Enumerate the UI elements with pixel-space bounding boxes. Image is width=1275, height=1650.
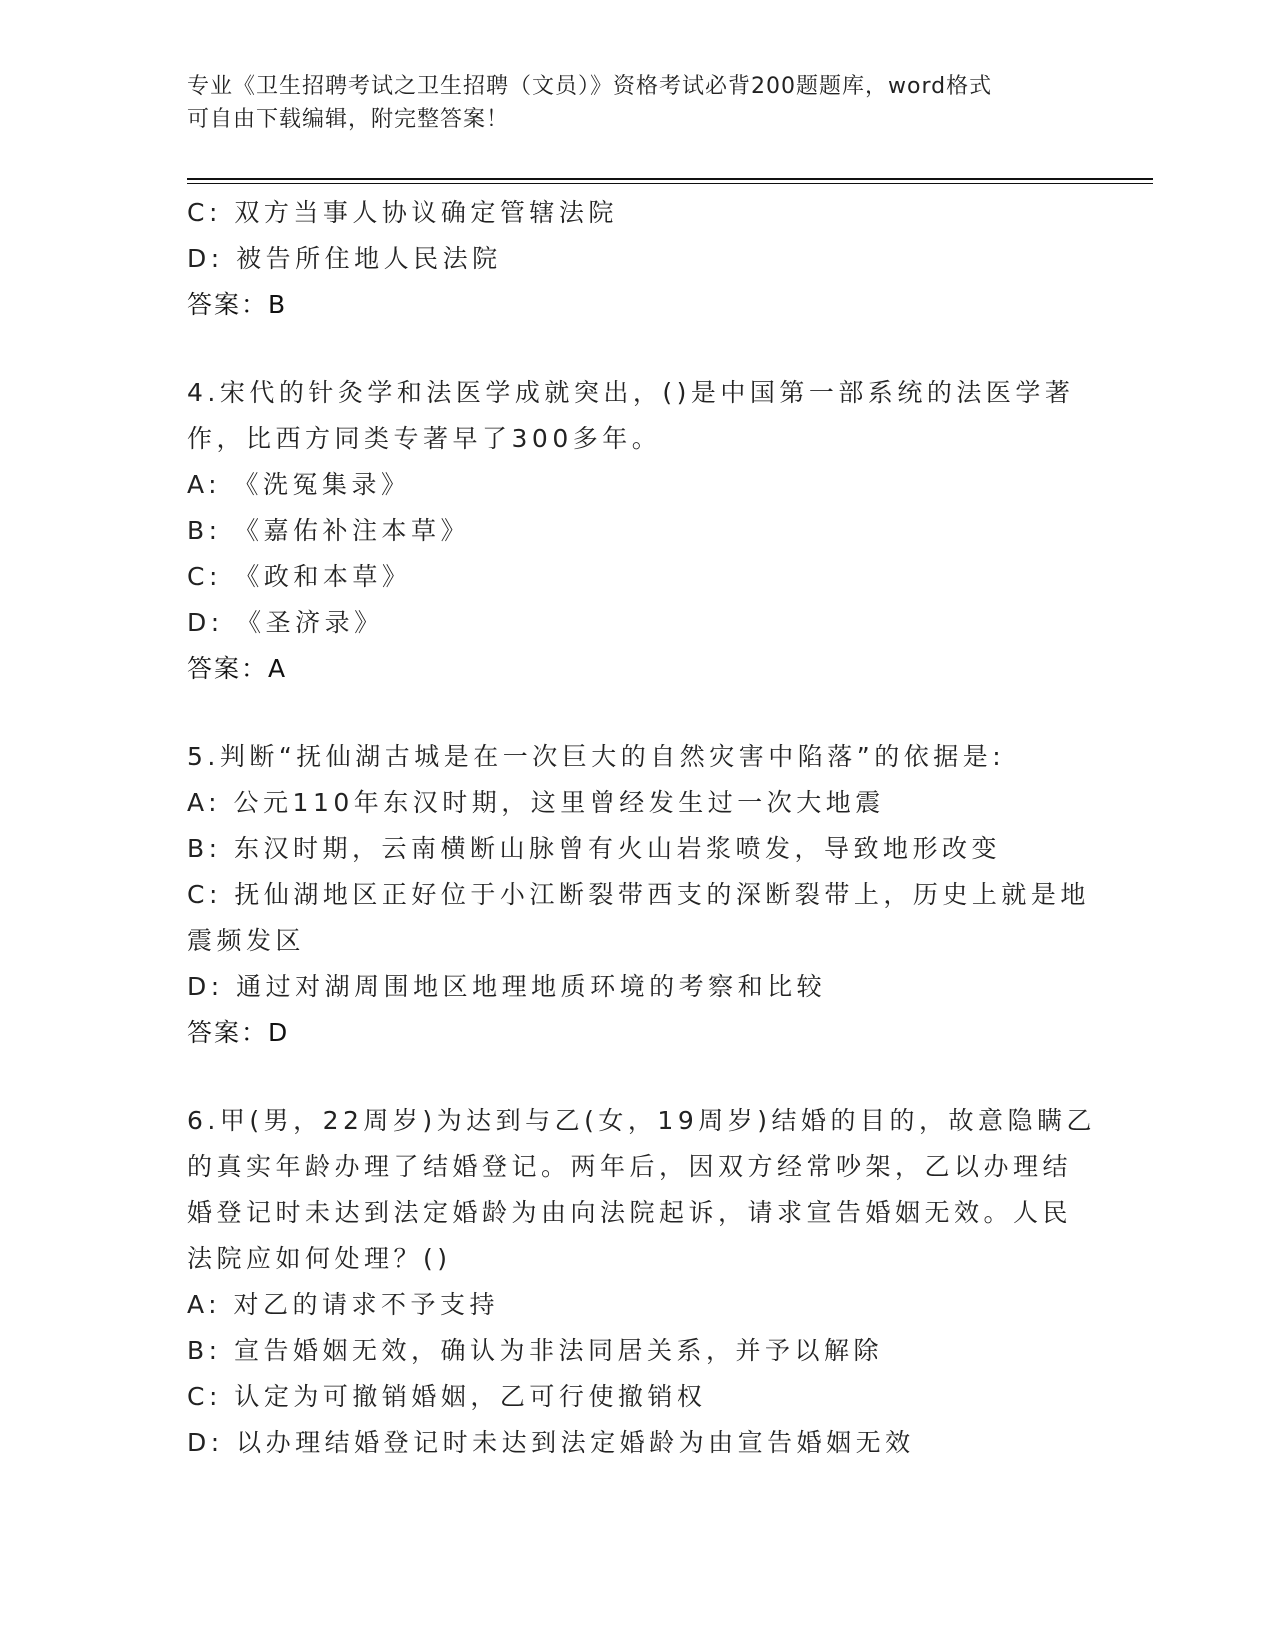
q5-option-b: B: 东汉时期，云南横断山脉曾有火山岩浆喷发，导致地形改变	[187, 834, 1002, 863]
q6-option-d: D: 以办理结婚登记时未达到法定婚龄为由宣告婚姻无效	[187, 1428, 915, 1457]
spacer	[187, 692, 1087, 734]
header-line-1: 专业《卫生招聘考试之卫生招聘（文员）》资格考试必背200题题库，word格式	[187, 74, 993, 99]
q4-stem-line-2: 作，比西方同类专著早了300多年。	[187, 424, 662, 453]
spacer	[187, 1056, 1087, 1098]
q5-stem: 5.判断“抚仙湖古城是在一次巨大的自然灾害中陷落”的依据是:	[187, 742, 1006, 771]
question-5	[187, 734, 1090, 1056]
document-body	[187, 190, 1096, 1466]
q3-option-c: C: 双方当事人协议确定管辖法院	[187, 198, 618, 227]
question-4	[187, 370, 1087, 692]
q6-stem-line-3: 婚登记时未达到法定婚龄为由向法院起诉，请求宣告婚姻无效。人民	[187, 1198, 1073, 1227]
q5-option-c-line-2: 震频发区	[187, 926, 306, 955]
q4-option-a: A: 《洗冤集录》	[187, 470, 411, 499]
q5-option-a: A: 公元110年东汉时期，这里曾经发生过一次大地震	[187, 788, 885, 817]
q5-answer: 答案：D	[187, 1018, 290, 1047]
q4-answer: 答案：A	[187, 654, 288, 683]
page-header	[187, 70, 1087, 136]
header-divider-thick	[187, 178, 1153, 180]
q3-answer: 答案：B	[187, 290, 288, 319]
q6-stem-line-2: 的真实年龄办理了结婚登记。两年后，因双方经常吵架，乙以办理结	[187, 1152, 1073, 1181]
q6-stem-line-1: 6.甲(男，22周岁)为达到与乙(女，19周岁)结婚的目的，故意隐瞒乙	[187, 1106, 1096, 1135]
spacer	[187, 328, 1087, 370]
q3-option-d: D: 被告所住地人民法院	[187, 244, 502, 273]
header-divider-thin	[187, 183, 1153, 184]
q6-option-a: A: 对乙的请求不予支持	[187, 1290, 500, 1319]
q4-option-c: C: 《政和本草》	[187, 562, 412, 591]
q6-stem-line-4: 法院应如何处理？()	[187, 1244, 452, 1273]
q4-option-d: D: 《圣济录》	[187, 608, 384, 637]
q4-option-b: B: 《嘉佑补注本草》	[187, 516, 471, 545]
q6-option-c: C: 认定为可撤销婚姻，乙可行使撤销权	[187, 1382, 707, 1411]
q5-option-c-line-1: C: 抚仙湖地区正好位于小江断裂带西支的深断裂带上，历史上就是地	[187, 880, 1090, 909]
question-6	[187, 1098, 1096, 1466]
q4-stem-line-1: 4.宋代的针灸学和法医学成就突出，()是中国第一部系统的法医学著	[187, 378, 1075, 407]
header-line-2: 可自由下载编辑，附完整答案！	[187, 107, 510, 132]
question-3-remainder	[187, 190, 1087, 328]
q5-option-d: D: 通过对湖周围地区地理地质环境的考察和比较	[187, 972, 827, 1001]
q6-option-b: B: 宣告婚姻无效，确认为非法同居关系，并予以解除	[187, 1336, 884, 1365]
